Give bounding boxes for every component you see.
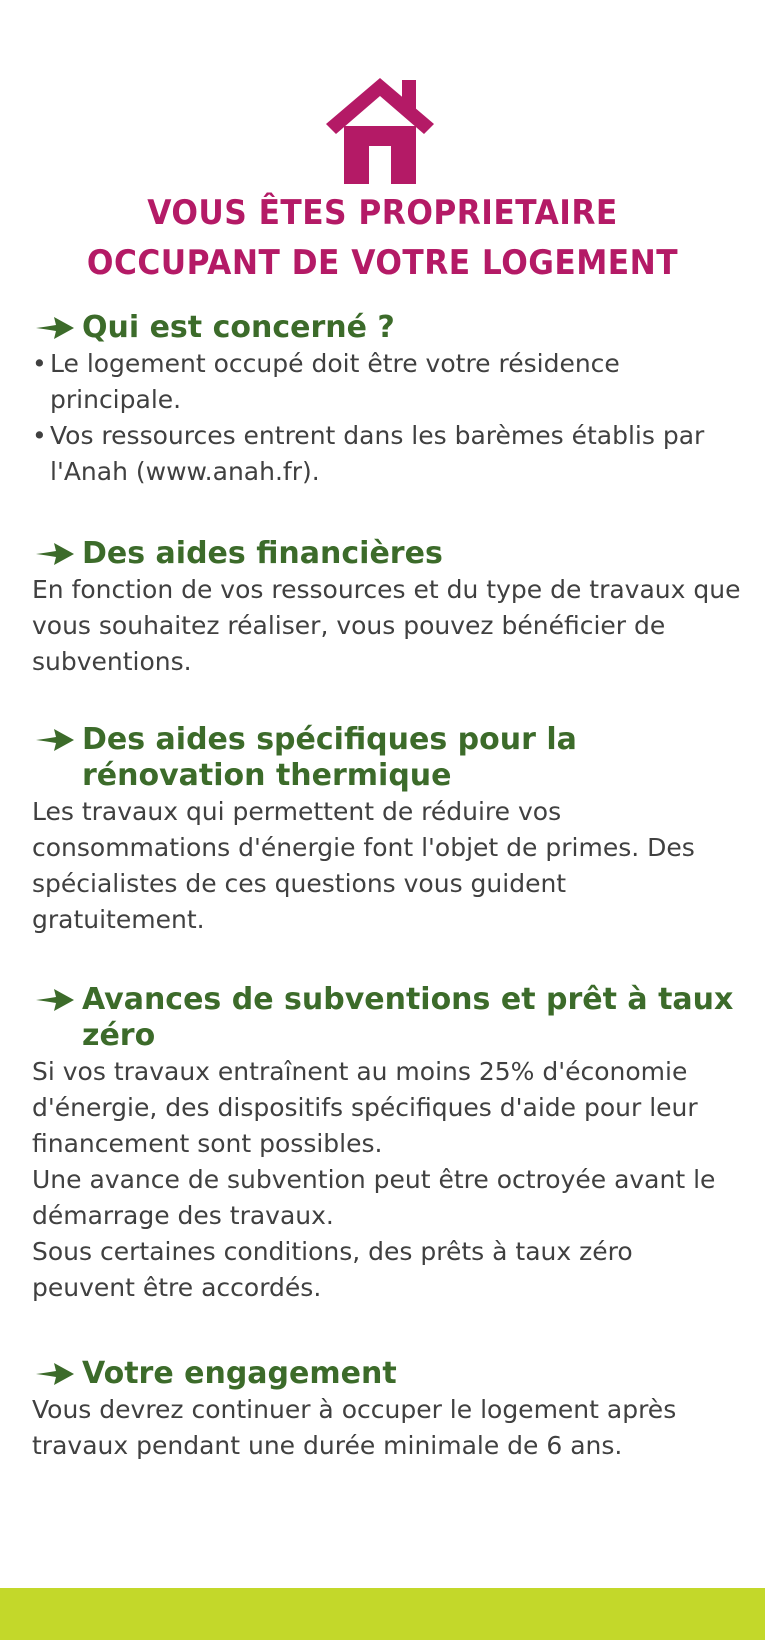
house-icon bbox=[322, 72, 438, 184]
section-heading bbox=[32, 536, 742, 572]
section-heading bbox=[32, 310, 742, 346]
paragraph: Une avance de subvention peut être octroyée avant le démarrage des travaux. bbox=[32, 1165, 716, 1230]
title-line-1: VOUS ÊTES PROPRIETAIRE bbox=[147, 193, 618, 233]
section-renovation-thermique bbox=[32, 722, 742, 938]
section-body bbox=[32, 794, 742, 938]
heading-text: Qui est concerné ? bbox=[82, 310, 395, 345]
bullet-list bbox=[32, 346, 742, 490]
section-heading bbox=[32, 982, 742, 1054]
arrow-right-icon bbox=[32, 1359, 76, 1389]
paragraph: Les travaux qui permettent de réduire vos consommations d'énergie font l'objet de primes. Des spécialistes de ces questions vous guident gratuitement. bbox=[32, 797, 695, 934]
paragraph: Sous certaines conditions, des prêts à taux zéro peuvent être accordés. bbox=[32, 1237, 633, 1302]
arrow-right-icon bbox=[32, 539, 76, 569]
arrow-right-icon bbox=[32, 313, 76, 343]
arrow-right-icon bbox=[32, 985, 76, 1015]
list-item: • Vos ressources entrent dans les barèmes établis par l'Anah (www.anah.fr). bbox=[32, 418, 742, 490]
section-heading bbox=[32, 722, 742, 794]
title-line-2: OCCUPANT DE VOTRE LOGEMENT bbox=[86, 243, 679, 283]
section-heading bbox=[32, 1356, 742, 1392]
section-body bbox=[32, 572, 742, 680]
heading-text: Des aides spécifiques pour la rénovation thermique bbox=[82, 722, 577, 793]
heading-text: Avances de subventions et prêt à taux zéro bbox=[82, 982, 734, 1053]
footer-bar bbox=[0, 1588, 765, 1640]
section-body bbox=[32, 1054, 742, 1306]
page-title bbox=[31, 188, 735, 288]
section-body bbox=[32, 1392, 742, 1464]
arrow-right-icon bbox=[32, 725, 76, 755]
paragraph: Si vos travaux entraînent au moins 25% d'économie d'énergie, des dispositifs spécifiques d'aide pour leur financement sont possibles. bbox=[32, 1057, 698, 1158]
section-votre-engagement bbox=[32, 1356, 742, 1464]
paragraph: Vous devrez continuer à occuper le logement après travaux pendant une durée minimale de 6 ans. bbox=[32, 1395, 677, 1460]
section-qui-est-concerne bbox=[32, 310, 742, 490]
heading-text: Des aides financières bbox=[82, 536, 443, 571]
list-item: • Le logement occupé doit être votre résidence principale. bbox=[32, 346, 742, 418]
section-aides-financieres bbox=[32, 536, 742, 680]
section-avances-subventions bbox=[32, 982, 742, 1306]
heading-text: Votre engagement bbox=[82, 1356, 397, 1391]
paragraph: En fonction de vos ressources et du type de travaux que vous souhaitez réaliser, vous pouvez bénéficier de subventions. bbox=[32, 575, 741, 676]
